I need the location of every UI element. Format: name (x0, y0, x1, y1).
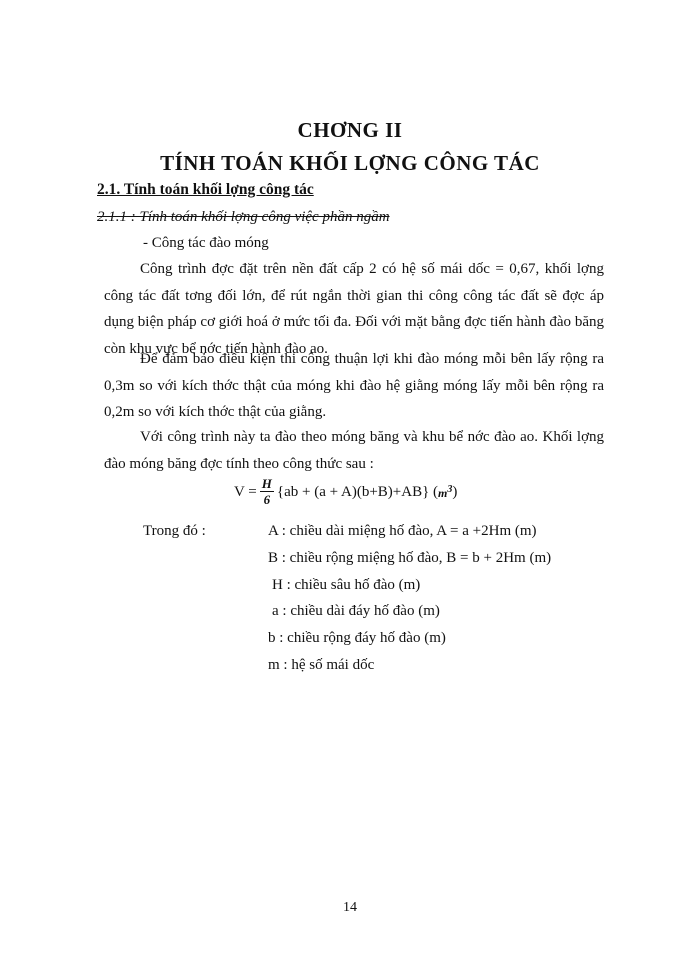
definition-B: B : chiều rộng miệng hố đào, B = b + 2Hm (m) (268, 550, 552, 566)
definition-H: H : chiều sâu hố đào (m) (272, 577, 421, 593)
subsection-heading: 2.1.1 : Tính toán khối lợng công việc phần ngầm (97, 209, 390, 225)
formula-denominator: 6 (263, 492, 271, 507)
paragraph-1-text: Công trình đợc đặt trên nền đất cấp 2 có hệ số mái dốc = 0,67, khối lợng công tác đất tơng đối lớn, để rút ngắn thời gian thi công công tác đất sẽ đợc áp dụng biện pháp cơ giới hoá ở mức tối đa. Đối với mặt bằng đợc tiến hành đào băng còn khu vực bể nớc tiến hành đào ao. (104, 261, 604, 357)
volume-formula (234, 477, 457, 507)
paragraph-3 (104, 424, 604, 477)
formula-numerator: H (261, 476, 272, 491)
formula-fraction (260, 477, 274, 507)
list-item-foundation-excavation: - Công tác đào móng (143, 235, 269, 251)
formula-close: ) (452, 483, 458, 500)
section-heading: 2.1. Tính toán khối lợng công tác (97, 181, 314, 198)
formula-rhs: {ab + (a + A)(b+B)+AB} ( (276, 483, 439, 500)
chapter-number: CHƠNG II (297, 118, 403, 142)
definition-A: A : chiều dài miệng hố đào, A = a +2Hm (m) (268, 523, 537, 539)
formula-unit (438, 484, 452, 501)
formula-unit-exponent: 3 (447, 483, 453, 495)
chapter-title: TÍNH TOÁN KHỐI LỢNG CÔNG TÁC (160, 151, 540, 175)
definition-a: a : chiều dài đáy hố đào (m) (272, 603, 440, 619)
paragraph-2-text: Để đảm bảo điều kiện thi công thuận lợi khi đào móng mỗi bên lấy rộng ra 0,3m so với kích thớc thật của móng khi đào hệ giằng móng lấy mỗi bên rộng ra 0,2m so với kích thớc thật của giằng. (104, 351, 604, 420)
page-number: 14 (343, 900, 357, 915)
definition-b: b : chiều rộng đáy hố đào (m) (268, 630, 446, 646)
paragraph-2 (104, 346, 604, 426)
definitions-label: Trong đó : (143, 523, 206, 539)
paragraph-3-text: Với công trình này ta đào theo móng băng và khu bể nớc đào ao. Khối lợng đào móng băng đợc tính theo công thức sau : (104, 429, 604, 472)
formula-lhs: V = (234, 483, 257, 500)
definition-m: m : hệ số mái dốc (268, 657, 375, 673)
formula-unit-base: m (438, 485, 448, 500)
